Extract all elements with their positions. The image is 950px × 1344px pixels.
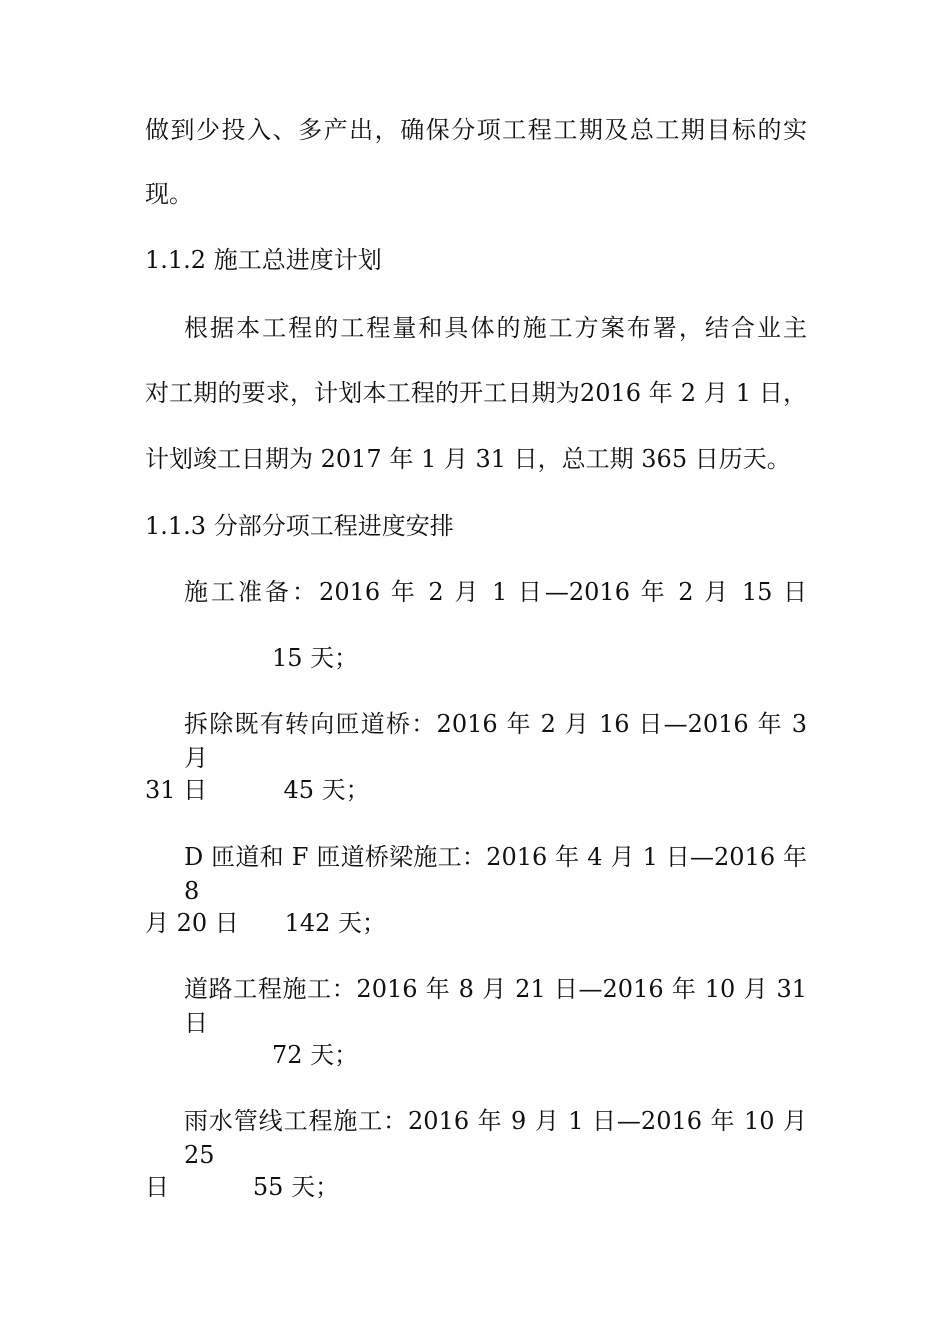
schedule-item: 雨水管线工程施工：2016 年 9 月 1 日—2016 年 10 月 25 xyxy=(184,1107,807,1169)
schedule-item-duration: 日 55 天； xyxy=(145,1173,340,1201)
body-text-line: 对工期的要求，计划本工程的开工日期为2016 年 2 月 1 日， xyxy=(145,379,807,407)
schedule-item: 拆除既有转向匝道桥：2016 年 2 月 16 日—2016 年 3 月 xyxy=(184,710,807,772)
body-text-line: 现。 xyxy=(145,180,193,208)
section-heading-1-1-3: 1.1.3 分部分项工程进度安排 xyxy=(145,512,454,540)
schedule-item: D 匝道和 F 匝道桥梁施工：2016 年 4 月 1 日—2016 年 8 xyxy=(184,843,807,905)
schedule-item: 施工准备：2016 年 2 月 1 日—2016 年 2 月 15 日 xyxy=(184,578,807,606)
schedule-item-duration: 15 天； xyxy=(272,644,359,672)
schedule-item-duration: 31 日 45 天； xyxy=(145,776,370,804)
schedule-item-duration: 月 20 日 142 天； xyxy=(145,909,387,937)
body-text-line: 做到少投入、多产出，确保分项工程工期及总工期目标的实 xyxy=(145,116,807,144)
schedule-item: 道路工程施工：2016 年 8 月 21 日—2016 年 10 月 31 日 xyxy=(184,975,807,1037)
schedule-item-duration: 72 天； xyxy=(272,1041,359,1069)
body-text-line: 根据本工程的工程量和具体的施工方案布署，结合业主 xyxy=(184,314,807,342)
body-text-line: 计划竣工日期为 2017 年 1 月 31 日，总工期 365 日历天。 xyxy=(145,445,791,473)
section-heading-1-1-2: 1.1.2 施工总进度计划 xyxy=(145,246,382,274)
